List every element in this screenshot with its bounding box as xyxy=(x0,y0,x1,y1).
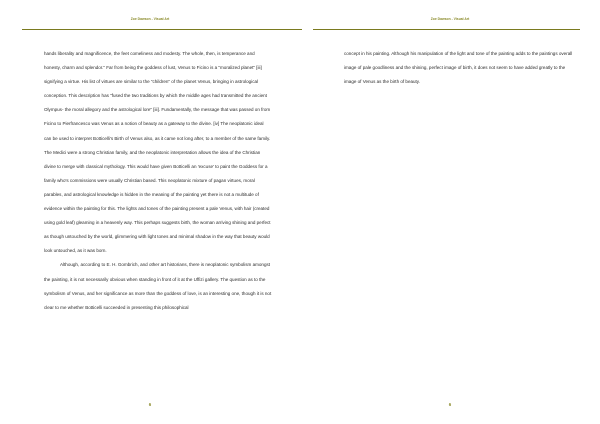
header-rule-right xyxy=(313,29,580,30)
left-page-body xyxy=(44,47,272,315)
right-page-body xyxy=(344,47,574,89)
page-number-right: 6 xyxy=(448,402,452,407)
page-number-left: 6 xyxy=(148,402,152,407)
left-paragraph-2: Although, according to E. H. Gombrich, and other art historians, there is neoplatonic symbolism amongst the painting, it is not necessarily obvious when standing in front of it at the Uffizi gallery. The question as to the symbolism of Venus, and her significance as more than the goddess of love, is an interesting one, though it is not clear to me whether Botticelli succeeded in presenting this philosophical xyxy=(44,262,272,310)
left-paragraph-1: hands liberality and magnificence, the feet comeliness and modesty. The whole, then, is temperance and honesty, charm and splendor." Far from being the goddess of lust, Venus to Ficino is a "moralized planet" [iii] signifying a virtue. His list of virtues are similar to the "children" of the planet Venus, bringing in astrological conception. This description has "fused the two traditions by which the middle ages had transmitted the ancient Olympus- the moral allegory and the astrological lore" [iii]. Fundamentally, the message that was passed on from Ficino to Pierfrancesco was Venus as a notion of beauty as a gateway to the divine. [iv] The neoplatonic ideal can be used to interpret Botticelli's Birth of Venus also, as it came not long after, to a member of the same family. The Medici were a strong Christian family, and the neoplatonic interpretation allows the idea of the Christian divine to merge with classical mythology. This would have given Botticelli an 'excuse' to paint the Goddess for a family who's commissions were usually Christian based. This neoplatonic mixture of pagan virtues, moral parables, and astrological knowledge is hidden in the meaning of the painting yet there is not a multitude of evidence within the painting for this. The lights and tones of the painting present a pale Venus, with hair (created using gold leaf) gleaming in a heavenly way. This perhaps suggests birth, the woman arriving shining and perfect as though untouched by the world, glimmering with light tones and minimal shadow in the way that beauty would look untouched, as it was born. xyxy=(44,51,271,254)
right-page xyxy=(300,0,600,424)
right-paragraph-1: concept in his painting. Although his manipulation of the light and tone of the painting adds to the paintings overall image of pale goodliness and the shining, perfect image of birth, it does not seem to have added greatly to the image of Venus as the birth of beauty. xyxy=(344,51,573,85)
running-head-left: Zoe Dawson - Visual Art xyxy=(130,17,170,21)
running-head-right: Zoe Dawson - Visual Art xyxy=(430,17,470,21)
header-rule-left xyxy=(22,29,302,30)
